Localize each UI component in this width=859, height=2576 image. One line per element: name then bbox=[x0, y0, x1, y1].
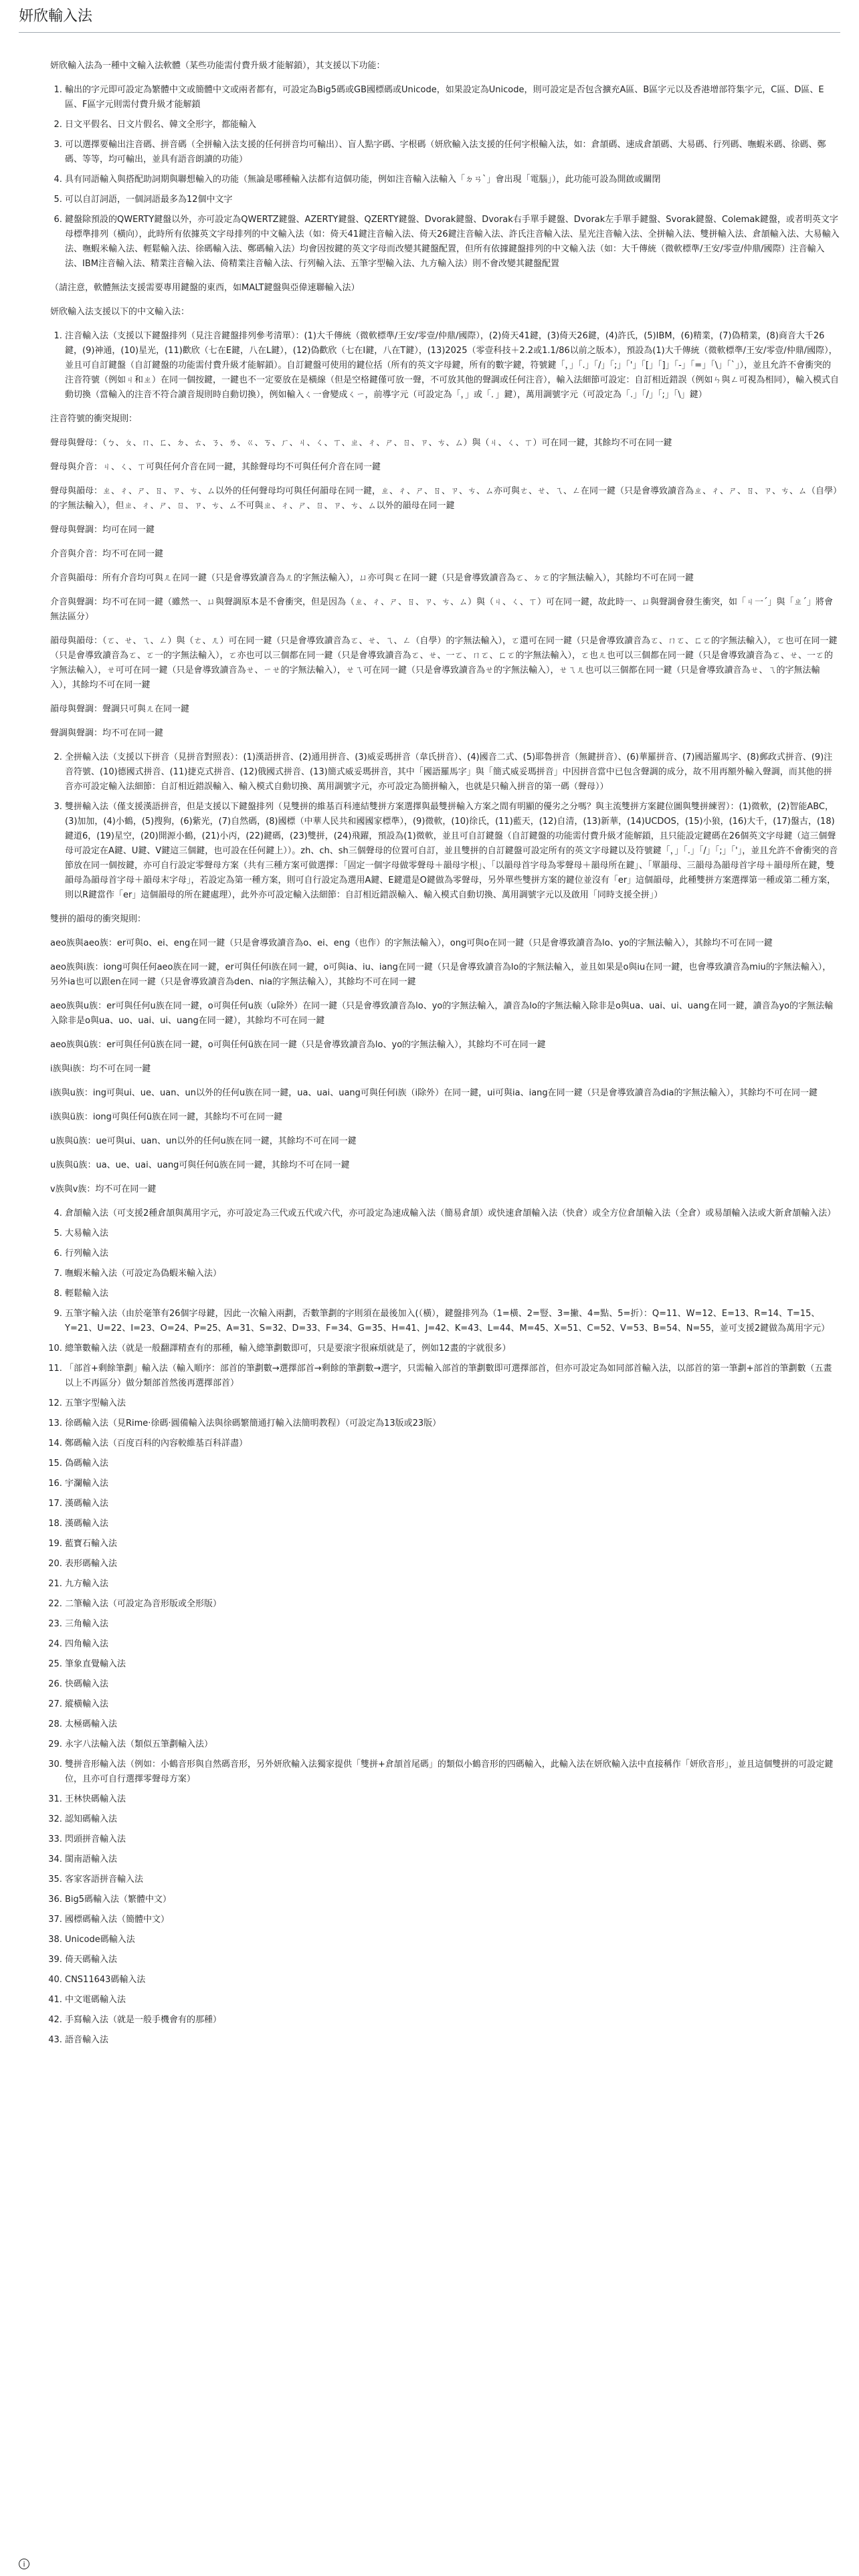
list-item: 6. 鍵盤除預設的QWERTY鍵盤以外，亦可設定為QWERTZ鍵盤、AZERTY鍵盤、QZERTY鍵盤、Dvorak鍵盤、Dvorak右手單手鍵盤、Dvorak左手單手鍵盤、Svorak鍵盤、Colemak鍵盤，或者明英文字母標準排列（橫向），此時所有依據英文字母排列的中文輸入法（如：倚天41鍵注音輸入法、倚天26鍵注音輸入法、許氏注音輸入法、星光注音輸入法、全拼輸入法、雙拼輸入法、倉頡輸入法、大易輸入法、嘸蝦米輸入法、輕鬆輸入法、徐碼輸入法、鄭碼輸入法）均會因按鍵的英文字母而改變其鍵盤配置，但所有依據鍵盤排列的中文輸入法（如：大千傳統（微軟標準/王安/零壹/仲鼎/國際）注音輸入法、IBM注音輸入法、精業注音輸入法、倚精業注音輸入法、行列輸入法、五筆字型輸入法、九方輸入法）則不會改變其鍵盤配置 bbox=[65, 213, 840, 272]
list-item: 27. 縱橫輸入法 bbox=[65, 1697, 840, 1712]
note-paragraph: （請注意，軟體無法支援需要專用鍵盤的東西，如MALT鍵盤與亞偉速聯輸入法） bbox=[50, 283, 360, 293]
rule-paragraph: 聲母與聲調：均可在同一鍵 bbox=[50, 525, 155, 535]
list-item: 34. 閩南語輸入法 bbox=[65, 1852, 840, 1867]
list-item: 41. 中文電碼輸入法 bbox=[65, 1993, 840, 2008]
rule-paragraph: u族與ü族：ua、ue、uai、uang可與任何ü族在同一鍵，其餘均不可在同一鍵 bbox=[50, 1160, 350, 1170]
list-item: 40. CNS11643碼輸入法 bbox=[65, 1973, 840, 1988]
intro-paragraph: 妍欣輸入法為一種中文輸入法軟體（某些功能需付費升級才能解鎖），其支援以下功能： bbox=[50, 61, 385, 71]
rule-paragraph: aeo族與ü族：er可與任何ü族在同一鍵，o可與任何ü族在同一鍵（只是會導致讀音為lo、yo的字無法輸入），其餘均不可在同一鍵 bbox=[50, 1040, 546, 1050]
rule-paragraph: 聲母與韻母：ㄓ、ㄔ、ㄕ、ㄖ、ㄗ、ㄘ、ㄙ以外的任何聲母均可與任何韻母在同一鍵，ㄓ、ㄔ、ㄕ、ㄖ、ㄗ、ㄘ、ㄙ亦可與ㄜ、ㄝ、ㄟ、ㄥ在同一鍵（只是會導致讀音為ㄓ、ㄔ、ㄕ、ㄖ、ㄗ、ㄘ、ㄙ（自學）的字無法輸入），但ㄓ、ㄔ、ㄕ、ㄖ、ㄗ、ㄘ、ㄙ不可與ㄓ、ㄔ、ㄕ、ㄖ、ㄗ、ㄘ、ㄙ以外的韻母在同一鍵 bbox=[50, 486, 838, 511]
list-item: 3. 可以選擇要輸出注音碼、拼音碼（全拼輸入法支援的任何拼音均可輸出）、盲人點字碼、字根碼（妍欣輸入法支援的任何字根輸入法，如：倉頡碼、速成倉頡碼、大易碼、行列碼、嘸蝦米碼、徐碼、鄭碼、等等，均可輸出，並具有語音朗讀的功能） bbox=[65, 138, 840, 167]
rule-paragraph: i族與i族：均不可在同一鍵 bbox=[50, 1064, 151, 1074]
rule-paragraph: u族與ü族：ue可與ui、uan、un以外的任何u族在同一鍵，其餘均不可在同一鍵 bbox=[50, 1136, 357, 1146]
list-item: 30. 雙拼音形輸入法（例如：小鶴音形與自然碼音形，另外妍欣輸入法獨家提供「雙拼+倉頡首尾碼」的類似小鶴音形的四碼輸入，此輸入法在妍欣輸入法中直接稱作「妍欣音形」，並且這個雙拼的可設定鍵位，且亦可自行選擇零聲母方案） bbox=[65, 1757, 840, 1787]
list-item: 29. 永字八法輸入法（類似五筆劃輸入法） bbox=[65, 1737, 840, 1752]
methods-list-other bbox=[50, 1206, 840, 2048]
rule-paragraph: v族與v族：均不可在同一鍵 bbox=[50, 1184, 157, 1194]
list-item: 1. 注音輸入法（支援以下鍵盤排列（見注音鍵盤排列參考清單）：(1)大千傳統（微軟標準/王安/零壹/仲鼎/國際），(2)倚天41鍵，(3)倚天26鍵，(4)許氏，(5)IBM，(6)精業，(7)偽精業，(8)商音大千26鍵，(9)神通，(10)星光，(11)歡欣（七在E鍵，八在L鍵），(12)偽歡欣（七在I鍵，八在T鍵），(13)2025（零壹科技＋2.2或1.1/86以前之版本），預設為(1)大千傳統（微軟標準/王安/零壹/仲鼎/國際），並且可自訂鍵盤（自訂鍵盤的功能需付費升級才能解鎖）。自訂鍵盤可使用的鍵位括（所有的英文字母鍵，所有的數字鍵，符號鍵「，」「.」「/」「;」「'」「[」「]」「-」「=」「\」「`」），並且允許不會衝突的注音符號（例如ㄐ和ㄓ）在同一個按鍵，一鍵也不一定要放在是橫線（但是空格鍵僅可放一聲，不可放其他的聲調或任何注音），輸入法細節可設定：自訂相近錯誤（例如ㄣ與ㄥ可視為相同），輸入模式自動切換（當輸入的注音不符合讀音規則時自動切換），例如輸入ㄑ一會變成ㄑㄧ，前導字元（可設定為「，」或「．」鍵），萬用調號字元（可設定為「.」「/」「;」「\」鍵） bbox=[65, 329, 840, 403]
list-item: 43. 語音輸入法 bbox=[65, 2033, 840, 2048]
rule-paragraph: 介音與聲調：均不可在同一鍵（雖然一、ㄩ與聲調原本是不會衝突，但是因為（ㄓ、ㄔ、ㄕ、ㄖ、ㄗ、ㄘ、ㄙ）與（ㄐ、ㄑ、ㄒ）可在同一鍵，故此時一、ㄩ與聲調會發生衝突，如「ㄐ一ˊ」與「ㄓˊ」將會無法區分） bbox=[50, 597, 834, 622]
list-item: 39. 倚天碼輸入法 bbox=[65, 1953, 840, 1967]
list-item: 35. 客家客語拼音輸入法 bbox=[65, 1872, 840, 1887]
list-item: 10. 總筆數輸入法（就是一般翻譯精查有的那種，輸入總筆劃數即可，只是要滚字很麻煩就是了，例如12畫的字就很多） bbox=[65, 1341, 840, 1356]
list-item: 32. 認知碼輸入法 bbox=[65, 1812, 840, 1827]
list-item: 28. 太極碼輸入法 bbox=[65, 1717, 840, 1732]
list-item: 1. 輸出的字元即可設定為繁體中文或簡體中文或兩者都有，可設定為Big5碼或GB國標碼或Unicode，如果設定為Unicode，則可設定是否包含擴充A區、B區字元以及香港增部符集字元，C區、D區、E區、F區字元則需付費升級才能解鎖 bbox=[65, 83, 840, 112]
list-item: 4. 具有同語輸入與搭配助詞期與聯想輸入的功能（無論是哪種輸入法都有這個功能，例如注音輸入法輸入「ㄉㄢˋ」會出現「電腦」），此功能可設為開啟或關閉 bbox=[65, 173, 840, 187]
rule-paragraph: aeo族與aeo族：er可與o、ei、eng在同一鍵（只是會導致讀音為o、ei、eng（也作）的字無法輸入），ong可與o在同一鍵（只是會導致讀音為lo、yo的字無法輸入），其餘均不可在同一鍵 bbox=[50, 938, 773, 948]
rule-paragraph: i族與ü族：iong可與任何ü族在同一鍵，其餘均不可在同一鍵 bbox=[50, 1112, 283, 1122]
list-item: 22. 二筆輸入法（可設定為音形版或全形版） bbox=[65, 1597, 840, 1612]
rule-paragraph: 介音與韻母：所有介音均可與ㄦ在同一鍵（只是會導致讀音為ㄦ的字無法輸入），ㄩ亦可與ㄛ在同一鍵（只是會導致讀音為ㄛ、ㄉㄛ的字無法輸入），其餘均不可在同一鍵 bbox=[50, 573, 694, 583]
list-item: 5. 大易輸入法 bbox=[65, 1226, 840, 1241]
list-item: 5. 可以自訂詞語，一個詞語最多為12個中文字 bbox=[65, 193, 840, 207]
rule-paragraph: aeo族與i族：iong可與任何aeo族在同一鍵，er可與任何i族在同一鍵，o可與ia、iu、iang在同一鍵（只是會導致讀音為lo的字無法輸入，並且如果是o與iu在同一鍵，也會導致讀音為miu的字無法輸入），另外ia也可以跟en在同一鍵（只是會導致讀音為den、nia的字無法輸入），其餘均不可在同一鍵 bbox=[50, 962, 832, 987]
list-item: 42. 手寫輸入法（就是一般手機會有的那種） bbox=[65, 2013, 840, 2028]
list-item: 11. 「部首+剩餘筆劃」輸入法（輸入順序：部首的筆劃數→選擇部首→剩餘的筆劃數→選字，只需輸入部首的筆劃數即可選擇部首，但亦可設定為如同部首輸入法，以部首的第一筆劃+部首的筆劃數（五畫以上不再區分）做分類部首然後再選擇部首） bbox=[65, 1362, 840, 1391]
list-item: 7. 嘸蝦米輸入法（可設定為偽蝦米輸入法） bbox=[65, 1267, 840, 1281]
list-item: 15. 偽碼輸入法 bbox=[65, 1457, 840, 1471]
list-item: 9. 五筆字輸入法（由於毫筆有26個字母鍵，因此一次輸入兩劃，否數筆劃的字則須在最後加入(（橫），鍵盤排列為（1=橫、2=豎、3=撇、4=點、5=折）：Q=11、W=12、E=13、R=14、T=15、Y=21、U=22、I=23、O=24、P=25、A=31、S=32、D=33、F=34、G=35、H=41、J=42、K=43、L=44、M=45、X=51、C=52、V=53、B=54、N=55，並可支援2鍵做為萬用字元） bbox=[65, 1307, 840, 1336]
list-item: 17. 漢碼輸入法 bbox=[65, 1497, 840, 1511]
list-item: 33. 閃頭拼音輸入法 bbox=[65, 1832, 840, 1847]
list-item: 23. 三角輸入法 bbox=[65, 1617, 840, 1632]
methods-intro: 妍欣輸入法支援以下的中文輸入法： bbox=[50, 307, 190, 317]
list-item: 13. 徐碼輸入法（見Rime·徐碼·圓備輸入法與徐碼繁簡通打輸入法簡明教程）（可設定為13版或23版） bbox=[65, 1416, 840, 1431]
list-item: 2. 全拼輸入法（支援以下拼音（見拼音對照表）：(1)漢語拼音、(2)通用拼音、(3)威妥瑪拼音（韋氏拼音）、(4)國音二式、(5)耶魯拼音（無鍵拼音）、(6)華羅拼音、(7)國語羅馬字、(8)郵政式拼音、(9)注音符號、(10)德國式拼音、(11)捷克式拼音、(12)俄國式拼音、(13)簡式威妥瑪拼音，其中「國語羅馬字」與「簡式威妥瑪拼音」中因拼音當中已包含聲調的成分，故不用再額外輸入聲調，而其他的拼音亦可設定輸入法細節：自訂相近錯誤輸入、輸入模式自動切換、萬用調號字元，亦可設定為簡拼輸入，也就是只輸入拼音的第一碼（聲母）） bbox=[65, 750, 840, 794]
pinyin-rules-title: 雙拼的韻母的衝突規則： bbox=[50, 914, 147, 924]
list-item: 20. 表形碼輸入法 bbox=[65, 1557, 840, 1572]
list-item: 19. 藍寶石輸入法 bbox=[65, 1537, 840, 1551]
list-item: 21. 九方輸入法 bbox=[65, 1577, 840, 1592]
list-item: 37. 國標碼輸入法（簡體中文） bbox=[65, 1913, 840, 1927]
rule-paragraph: i族與u族：ing可與ui、ue、uan、un以外的任何u族在同一鍵，ua、uai、uang可與任何i族（i除外）在同一鍵，ui可與ia、iang在同一鍵（只是會導致讀音為dia的字無法輸入），其餘均不可在同一鍵 bbox=[50, 1088, 818, 1098]
pinyin-rules bbox=[50, 936, 840, 1197]
list-item: 14. 鄭碼輸入法（百度百科的內容較維基百科詳盡） bbox=[65, 1436, 840, 1451]
info-icon[interactable]: i bbox=[19, 2559, 29, 2569]
list-item: 26. 快碼輸入法 bbox=[65, 1677, 840, 1692]
article-body bbox=[50, 59, 840, 2057]
rule-paragraph: 介音與介音：均不可在同一鍵 bbox=[50, 549, 164, 559]
title-divider bbox=[19, 32, 840, 33]
list-item: 2. 日文平假名、日文片假名、韓文全形字，都能輸入 bbox=[65, 118, 840, 132]
list-item: 18. 漢碼輸入法 bbox=[65, 1517, 840, 1531]
list-item: 8. 輕鬆輸入法 bbox=[65, 1287, 840, 1301]
rule-paragraph: 韻母與韻母：（ㄛ、ㄝ、ㄟ、ㄥ）與（ㄜ、ㄦ）可在同一鍵（只是會導致讀音為ㄛ、ㄝ、ㄟ、ㄥ（自學）的字無法輸入），ㄛ還可在同一鍵（只是會導致讀音為ㄛ、ㄇㄛ、ㄈㄛ的字無法輸入），ㄛ也可在同一鍵（只是會導致讀音為ㄛ、ㄛ一的字無法輸入），ㄛ亦也可以三個都在同一鍵（只是會導致讀音為ㄛ、ㄝ、一ㄛ、ㄇㄛ、ㄈㄛ的字無法輸入），ㄛ也ㄦ也可以三個都在同一鍵（只是會導致讀音為ㄛ、ㄝ、一ㄛ的字無法輸入），ㄝ可可在同一鍵（只是會導致讀音為ㄝ、ㄧㄝ的字無法輸入），ㄝㄟ可在同一鍵（只是會導致讀音為ㄝ的字無法輸入），ㄝㄟㄦ也可以三個都在同一鍵（只是會導致讀音為ㄝ、ㄟ的字無法輸入），其餘均不可在同一鍵 bbox=[50, 636, 838, 690]
list-item: 4. 倉頡輸入法（可支援2種倉頡與萬用字元，亦可設定為三代或五代或六代，亦可設定為速成輸入法（簡易倉頡）或快速倉頡輸入法（快倉）或全方位倉頡輸入法（全倉）或易頡輸入法或大新倉頡輸入法） bbox=[65, 1206, 840, 1221]
list-item: 6. 行列輸入法 bbox=[65, 1247, 840, 1261]
list-item: 25. 筆象直覺輸入法 bbox=[65, 1657, 840, 1672]
list-item: 31. 王林快碼輸入法 bbox=[65, 1792, 840, 1807]
rules-title: 注音符號的衝突規則： bbox=[50, 414, 138, 424]
rule-paragraph: 韻母與聲調：聲調只可與ㄦ在同一鍵 bbox=[50, 704, 190, 714]
rule-paragraph: aeo族與u族：er可與任何u族在同一鍵，o可與任何u族（u除外）在同一鍵（只是會導致讀音為lo、yo的字無法輸入，讀音為lo的字無法輸入除非是o與ua、uai、ui、uang在同一鍵，讀音為yo的字無法輸入除非是o與ua、uo、uai、ui、uang在同一鍵），其餘均不可在同一鍵 bbox=[50, 1001, 834, 1026]
list-item: 24. 四角輸入法 bbox=[65, 1637, 840, 1652]
page-title: 妍欣輸入法 bbox=[19, 8, 93, 25]
rule-paragraph: 聲母與聲母：（ㄅ、ㄆ、ㄇ、ㄈ、ㄉ、ㄊ、ㄋ、ㄌ、ㄍ、ㄎ、ㄏ、ㄐ、ㄑ、ㄒ、ㄓ、ㄔ、ㄕ、ㄖ、ㄗ、ㄘ、ㄙ）與（ㄐ、ㄑ、ㄒ）可在同一鍵，其餘均不可在同一鍵 bbox=[50, 438, 672, 448]
features-list bbox=[50, 83, 840, 272]
methods-list-zhuyin bbox=[50, 329, 840, 403]
zhuyin-rules bbox=[50, 436, 840, 741]
methods-list-pinyin bbox=[50, 750, 840, 903]
list-item: 16. 宇瀾輸入法 bbox=[65, 1477, 840, 1491]
list-item: 38. Unicode碼輸入法 bbox=[65, 1933, 840, 1947]
list-item: 12. 五筆字型輸入法 bbox=[65, 1396, 840, 1411]
list-item: 3. 雙拼輸入法（僅支援漢語拼音，但是支援以下鍵盤排列（見雙拼的維基百科連結雙拼方案選擇與最雙拼輸入方案之間有明顯的優劣之分嗎？與主流雙拼方案鍵位圖與雙拼練習）：(1)微軟，(2)智能ABC，(3)加加，(4)小鶴，(5)搜狗，(6)紫光，(7)自然碼，(8)國標（中華人民共和國國家標準），(9)微軟，(10)徐氏，(11)藍天，(12)自清，(13)新華，(14)UCDOS，(15)小狼，(16)大千，(17)盤古，(18)鍵道6，(19)星空，(20)開源小鶴，(21)小丙，(22)鍵碼，(23)雙拼，(24)飛躍，預設為(1)微軟，並且可自訂鍵盤（自訂鍵盤的功能需付費升級才能解鎖，且只能設定鍵碼在26個英文字母鍵（這三個聲母可設定在A鍵、U鍵、V鍵這三個鍵，也可設在任何鍵上））。zh、ch、sh三個聲母的位置可自訂，並且雙拼的自訂鍵盤可設定所有的英文字母鍵以及符號鍵「，」「.」「/」「;」「'」，並且允許不會衝突的音節放在同一個按鍵，亦可自行設定零聲母方案（共有三種方案可做選擇：「固定一個字母做零聲母＋韻母字根」、「以韻母首字母為零聲母＋韻母所在鍵」、「單韻母、三韻母為韻母首字母＋韻母所在鍵，雙韻母為韻母首字母＋韻母末字母」，若設定為第一種方案，則可自行設定為選用A鍵、E鍵還是O鍵做為零聲母，另外單些雙拼方案的鍵位並沒有「er」這個韻母，此種雙拼方案選擇第一種或第二種方案，則以R鍵當作「er」這個韻母的所在鍵處理），此外亦可設定輸入法細節：自訂相近錯誤輸入、輸入模式自動切換、萬用調號字元以及啟用「同時支援全拼」） bbox=[65, 800, 840, 903]
rule-paragraph: 聲調與聲調：均不可在同一鍵 bbox=[50, 728, 164, 738]
list-item: 36. Big5碼輸入法（繁體中文） bbox=[65, 1893, 840, 1907]
rule-paragraph: 聲母與介音：ㄐ、ㄑ、ㄒ可與任何介音在同一鍵，其餘聲母均不可與任何介音在同一鍵 bbox=[50, 462, 381, 472]
